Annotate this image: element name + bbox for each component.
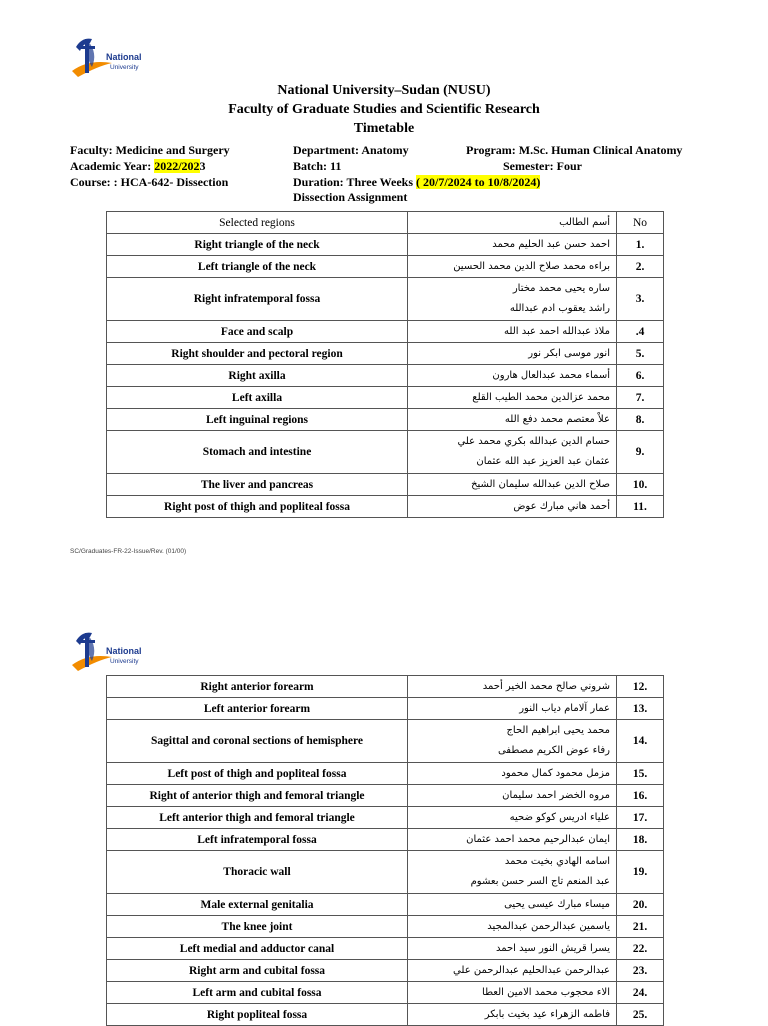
table-row — [107, 256, 664, 278]
region-cell: Left post of thigh and popliteal fossa — [107, 763, 408, 785]
row-number-cell: 5. — [617, 343, 664, 365]
row-number-cell: 22. — [617, 938, 664, 960]
meta-semester: Semester: Four — [503, 159, 582, 173]
table-row — [107, 720, 664, 763]
table-row — [107, 409, 664, 431]
region-cell: Left medial and adductor canal — [107, 938, 408, 960]
meta-department: Department: Anatomy — [293, 143, 409, 157]
meta-duration: Duration: Three Weeks ( 20/7/2024 to 10/8/2024) — [293, 175, 541, 189]
table-row — [107, 278, 664, 321]
region-cell: The knee joint — [107, 916, 408, 938]
table-row — [107, 387, 664, 409]
row-number-cell: 3. — [617, 278, 664, 321]
title-university: National University–Sudan (NUSU) — [277, 83, 491, 98]
student-name: ياسمين عبدالرحمن عبدالمجيد — [487, 920, 610, 932]
row-number-cell: 1. — [617, 234, 664, 256]
meta-program: Program: M.Sc. Human Clinical Anatomy — [466, 143, 683, 157]
row-number-cell: 18. — [617, 829, 664, 851]
student-name: محمد عزالدين محمد الطيب القلع — [472, 391, 610, 403]
student-name: راشد يعقوب ادم عبدالله — [509, 303, 610, 314]
row-number-cell: 25. — [617, 1004, 664, 1026]
student-name: علاْ معتصم محمد دفع الله — [504, 413, 610, 425]
student-name-cell — [408, 256, 617, 278]
student-name: ساره يحيى محمد مختار — [512, 283, 610, 294]
region-cell: Face and scalp — [107, 321, 408, 343]
student-name-cell — [408, 676, 617, 698]
student-name-cell — [408, 234, 617, 256]
student-name-cell — [408, 321, 617, 343]
row-number-cell: 16. — [617, 785, 664, 807]
row-number-cell: 19. — [617, 851, 664, 894]
student-name: أسماء محمد عبدالعال هارون — [492, 369, 610, 381]
student-name: صلاح الدين عبدالله سليمان الشيخ — [471, 478, 610, 490]
region-cell: Right popliteal fossa — [107, 1004, 408, 1026]
table-row — [107, 321, 664, 343]
student-name: ايمان عبدالرحيم محمد احمد عثمان — [466, 833, 610, 845]
student-name: رفاء عوض الكريم مصطفى — [497, 745, 610, 756]
region-cell: Thoracic wall — [107, 851, 408, 894]
table-header-row — [107, 212, 664, 234]
table-row — [107, 365, 664, 387]
region-cell: Right shoulder and pectoral region — [107, 343, 408, 365]
region-cell: Left anterior forearm — [107, 698, 408, 720]
region-cell: Male external genitalia — [107, 894, 408, 916]
region-cell: Left axilla — [107, 387, 408, 409]
student-name-cell — [408, 829, 617, 851]
header-selected-regions: Selected regions — [107, 212, 408, 234]
row-number-cell: 6. — [617, 365, 664, 387]
row-number-cell: 21. — [617, 916, 664, 938]
table-row — [107, 343, 664, 365]
student-name: عمار آلامام دياب النور — [519, 702, 610, 714]
student-name-cell — [408, 763, 617, 785]
student-name: اسامه الهادي بخيت محمد — [504, 856, 610, 867]
student-name-cell — [408, 938, 617, 960]
table-row — [107, 474, 664, 496]
row-number-cell: 8. — [617, 409, 664, 431]
svg-text:National: National — [106, 52, 142, 62]
student-name-cell — [408, 343, 617, 365]
form-code-footer: SC/Graduates-FR-22-Issue/Rev. (01/00) — [70, 548, 187, 555]
table-row — [107, 698, 664, 720]
row-number-cell: 15. — [617, 763, 664, 785]
student-name: يسرا قريش النور سيد احمد — [495, 942, 610, 954]
student-name: شروني صالح محمد الخير أحمد — [482, 680, 610, 692]
student-name-cell — [408, 851, 617, 894]
region-cell: Right infratemporal fossa — [107, 278, 408, 321]
student-name: ميساء مبارك عيسى يحيى — [504, 898, 610, 910]
assignment-table-page-2 — [106, 675, 664, 1026]
table-row — [107, 916, 664, 938]
student-name-cell — [408, 387, 617, 409]
student-name-cell — [408, 496, 617, 518]
region-cell: Sagittal and coronal sections of hemisphere — [107, 720, 408, 763]
student-name: علياء ادريس كوكو ضحيه — [509, 811, 610, 823]
student-name: انور موسى ابكر نور — [528, 347, 610, 359]
row-number-cell: 10. — [617, 474, 664, 496]
table-row — [107, 763, 664, 785]
student-name-cell — [408, 982, 617, 1004]
student-name: مزمل محمود كمال محمود — [501, 767, 610, 779]
region-cell: Right triangle of the neck — [107, 234, 408, 256]
student-name-cell — [408, 431, 617, 474]
student-name-cell — [408, 1004, 617, 1026]
row-number-cell: 17. — [617, 807, 664, 829]
student-name-cell — [408, 807, 617, 829]
region-cell: Right post of thigh and popliteal fossa — [107, 496, 408, 518]
meta-faculty: Faculty: Medicine and Surgery — [70, 143, 230, 157]
row-number-cell: 24. — [617, 982, 664, 1004]
row-number-cell: 13. — [617, 698, 664, 720]
row-number-cell: 9. — [617, 431, 664, 474]
region-cell: Left anterior thigh and femoral triangle — [107, 807, 408, 829]
student-name: مروه الخضر احمد سليمان — [502, 789, 610, 801]
header-student-name: أسم الطالب — [408, 212, 617, 234]
table-row — [107, 234, 664, 256]
row-number-cell: 2. — [617, 256, 664, 278]
student-name: عثمان عبد العزيز عبد الله عثمان — [476, 456, 610, 467]
university-logo-page-2 — [68, 627, 150, 677]
student-name: فاطمه الزهراء عيد بخيت بابكر — [484, 1008, 610, 1020]
student-name: احمد حسن عبد الحليم محمد — [492, 238, 610, 250]
region-cell: The liver and pancreas — [107, 474, 408, 496]
title-faculty: Faculty of Graduate Studies and Scientific Research — [228, 102, 540, 117]
row-number-cell: 23. — [617, 960, 664, 982]
meta-academic-year: Academic Year: 2022/2023 — [70, 159, 206, 173]
region-cell: Left infratemporal fossa — [107, 829, 408, 851]
student-name: محمد يحيى ابراهيم الحاج — [506, 725, 610, 736]
region-cell: Right arm and cubital fossa — [107, 960, 408, 982]
region-cell: Right of anterior thigh and femoral triangle — [107, 785, 408, 807]
table-row — [107, 496, 664, 518]
svg-text:University: University — [110, 64, 139, 71]
table-row — [107, 894, 664, 916]
student-name: حسام الدين عبدالله بكري محمد علي — [457, 436, 610, 447]
student-name-cell — [408, 698, 617, 720]
student-name: ملاذ عبدالله احمد عبد الله — [504, 325, 610, 337]
row-number-cell: 14. — [617, 720, 664, 763]
table-row — [107, 829, 664, 851]
student-name: أحمد هاني مبارك عوض — [513, 500, 610, 512]
header-number: No — [617, 212, 664, 234]
region-cell: Left triangle of the neck — [107, 256, 408, 278]
student-name-cell — [408, 474, 617, 496]
table-row — [107, 785, 664, 807]
table-row — [107, 676, 664, 698]
table-row — [107, 851, 664, 894]
region-cell: Left arm and cubital fossa — [107, 982, 408, 1004]
student-name-cell — [408, 409, 617, 431]
meta-assignment: Dissection Assignment — [293, 190, 408, 204]
table-row — [107, 982, 664, 1004]
student-name: براءه محمد صلاح الدين محمد الحسين — [453, 260, 610, 272]
table-row — [107, 938, 664, 960]
student-name-cell — [408, 785, 617, 807]
region-cell: Stomach and intestine — [107, 431, 408, 474]
title-timetable: Timetable — [353, 121, 415, 136]
table-row — [107, 960, 664, 982]
table-row — [107, 1004, 664, 1026]
row-number-cell: .4 — [617, 321, 664, 343]
table-row — [107, 431, 664, 474]
meta-batch: Batch: 11 — [293, 159, 342, 173]
svg-text:National: National — [106, 646, 142, 656]
table-row — [107, 807, 664, 829]
row-number-cell: 11. — [617, 496, 664, 518]
row-number-cell: 12. — [617, 676, 664, 698]
university-logo — [68, 33, 150, 83]
region-cell: Right anterior forearm — [107, 676, 408, 698]
region-cell: Left inguinal regions — [107, 409, 408, 431]
student-name-cell — [408, 720, 617, 763]
region-cell: Right axilla — [107, 365, 408, 387]
assignment-table-page-1 — [106, 211, 664, 518]
row-number-cell: 20. — [617, 894, 664, 916]
student-name-cell — [408, 960, 617, 982]
student-name: الاء محجوب محمد الامين العطا — [482, 986, 610, 998]
student-name: عبد المنعم تاج السر حسن بعشوم — [470, 876, 610, 887]
row-number-cell: 7. — [617, 387, 664, 409]
svg-text:University: University — [110, 658, 139, 665]
student-name-cell — [408, 894, 617, 916]
meta-course: Course: : HCA-642- Dissection — [70, 175, 229, 189]
student-name-cell — [408, 916, 617, 938]
student-name-cell — [408, 365, 617, 387]
student-name: عبدالرحمن عبدالحليم عبدالرحمن علي — [453, 964, 610, 976]
student-name-cell — [408, 278, 617, 321]
